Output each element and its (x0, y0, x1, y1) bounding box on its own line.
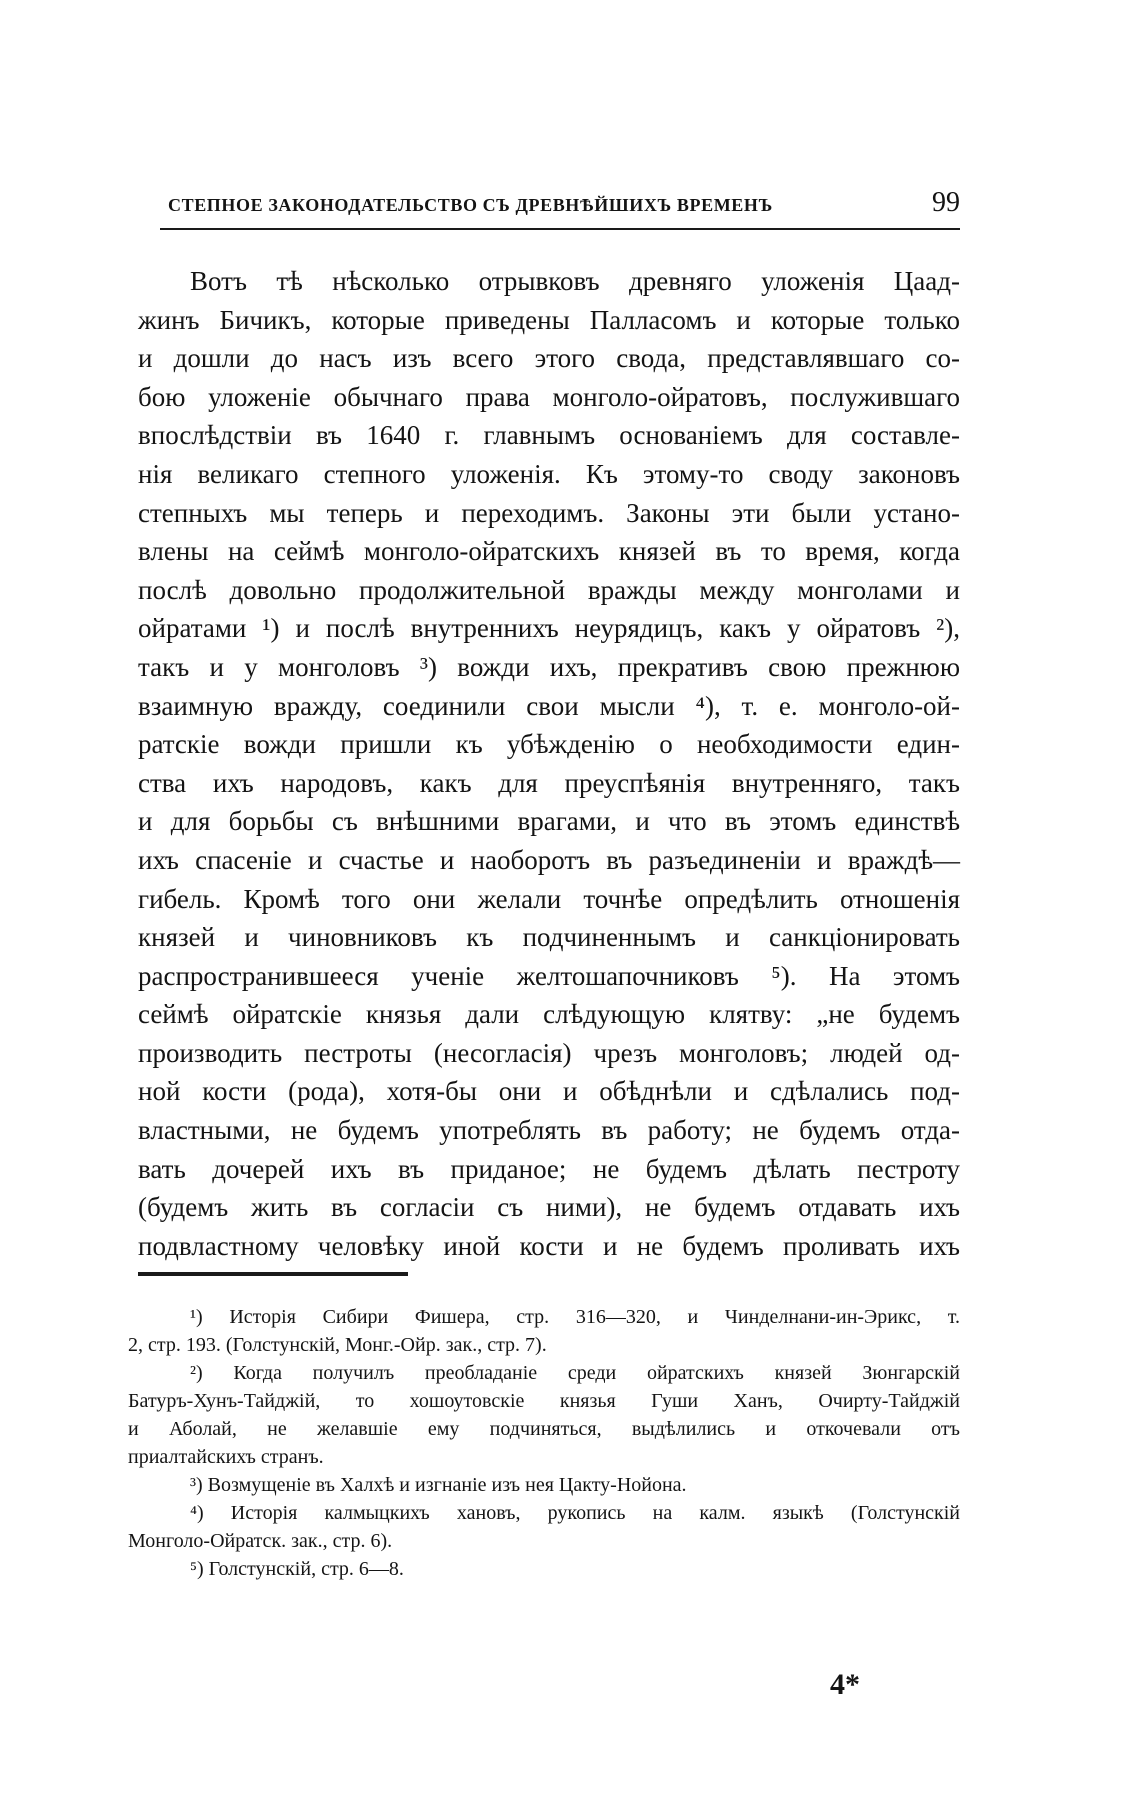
footnote-3-line: ³) Возмущеніе въ Халхѣ и изгнаніе изъ нея Цакту-Нойона. (190, 1474, 687, 1496)
page-number: 99 (932, 187, 960, 218)
body-line: (будемъ жить въ согласіи съ ними), не будемъ отдавать ихъ (138, 1192, 960, 1223)
body-line: Вотъ тѣ нѣсколько отрывковъ древняго уложенія Цаад- (190, 266, 960, 296)
body-line: ихъ спасеніе и счастье и наоборотъ въ разъединеніи и враждѣ— (138, 844, 960, 875)
body-line: послѣ довольно продолжительной вражды между монголами и (138, 574, 960, 605)
footnote-2-line: приалтайскихъ странъ. (128, 1446, 324, 1468)
body-line: гибель. Кромѣ того они желали точнѣе опредѣлить отношенія (138, 883, 960, 914)
footnote-4-line: ⁴) Исторія калмыцкихъ хановъ, рукопись на калм. языкѣ (Голстунскій (190, 1502, 960, 1524)
body-line: сеймѣ ойратскіе князья дали слѣдующую клятву: „не будемъ (138, 999, 960, 1030)
header-rule (160, 228, 960, 230)
running-head (160, 187, 960, 220)
body-line: производить пестроты (несогласія) чрезъ монголовъ; людей од- (138, 1037, 960, 1068)
footnote-1-line: ¹) Исторія Сибири Фишера, стр. 316—320, и Чинделнани-ин-Эрикс, т. (190, 1306, 960, 1328)
footnote-4-line: Монголо-Ойратск. зак., стр. 6). (128, 1530, 393, 1552)
body-line: ратскіе вожди пришли къ убѣжденію о необходимости един- (138, 729, 960, 760)
body-line: бою уложеніе обычнаго права монголо-ойратовъ, послужившаго (138, 381, 960, 412)
footnote-5-line: ⁵) Голстунскій, стр. 6—8. (190, 1558, 404, 1580)
footnotes (128, 1303, 960, 1583)
body-line: властными, не будемъ употреблять въ работу; не будемъ отда- (138, 1115, 960, 1146)
body-line: степныхъ мы теперь и переходимъ. Законы эти были устано- (138, 497, 960, 528)
body-line: впослѣдствіи въ 1640 г. главнымъ основаніемъ для составле- (138, 420, 960, 451)
body-line: ной кости (рода), хотя-бы они и обѣднѣли и сдѣлались под- (138, 1076, 960, 1107)
body-line: вать дочерей ихъ въ приданое; не будемъ дѣлать пестроту (138, 1153, 960, 1184)
body-line: взаимную вражду, соединили свои мысли ⁴), т. е. монголо-ой- (138, 690, 960, 721)
body-line: князей и чиновниковъ къ подчиненнымъ и санкціонировать (138, 922, 960, 953)
body-line: такъ и у монголовъ ³) вожди ихъ, прекративъ свою прежнюю (138, 651, 960, 682)
body-text (138, 262, 960, 1265)
body-line: нія великаго степного уложенія. Къ этому-то своду законовъ (138, 458, 960, 489)
running-title: СТЕПНОЕ ЗАКОНОДАТЕЛЬСТВО СЪ ДРЕВНѢЙШИХЪ ВРЕМЕНЪ (168, 195, 773, 215)
body-line: ства ихъ народовъ, какъ для преуспѣянія внутренняго, такъ (138, 767, 960, 798)
body-line: влены на сеймѣ монголо-ойратскихъ князей въ то время, когда (138, 536, 960, 567)
footnote-rule (138, 1272, 408, 1276)
body-line: жинъ Бичикъ, которые приведены Палласомъ и которые только (138, 304, 960, 335)
footnote-2-line: Батуръ-Хунъ-Тайджій, то хошоутовскіе князья Гуши Ханъ, Очирту-Тайджій (128, 1390, 960, 1412)
body-line: и для борьбы съ внѣшними врагами, и что въ этомъ единствѣ (138, 806, 960, 837)
footnote-2-line: и Аболай, не желавшіе ему подчиняться, выдѣлились и откочевали отъ (128, 1418, 960, 1440)
body-line: ойратами ¹) и послѣ внутреннихъ неурядицъ, какъ у ойратовъ ²), (138, 613, 960, 644)
footnote-2-line: ²) Когда получилъ преобладаніе среди ойратскихъ князей Зюнгарскій (190, 1362, 960, 1384)
body-line: подвластному человѣку иной кости и не будемъ проливать ихъ (138, 1230, 960, 1261)
body-line: и дошли до насъ изъ всего этого свода, представлявшаго со- (138, 343, 960, 374)
signature-mark: 4* (830, 1668, 860, 1701)
body-line: распространившееся ученіе желтошапочниковъ ⁵). На этомъ (138, 960, 960, 991)
footnote-1-line: 2, стр. 193. (Голстунскій, Монг.-Ойр. зак., стр. 7). (128, 1334, 547, 1356)
